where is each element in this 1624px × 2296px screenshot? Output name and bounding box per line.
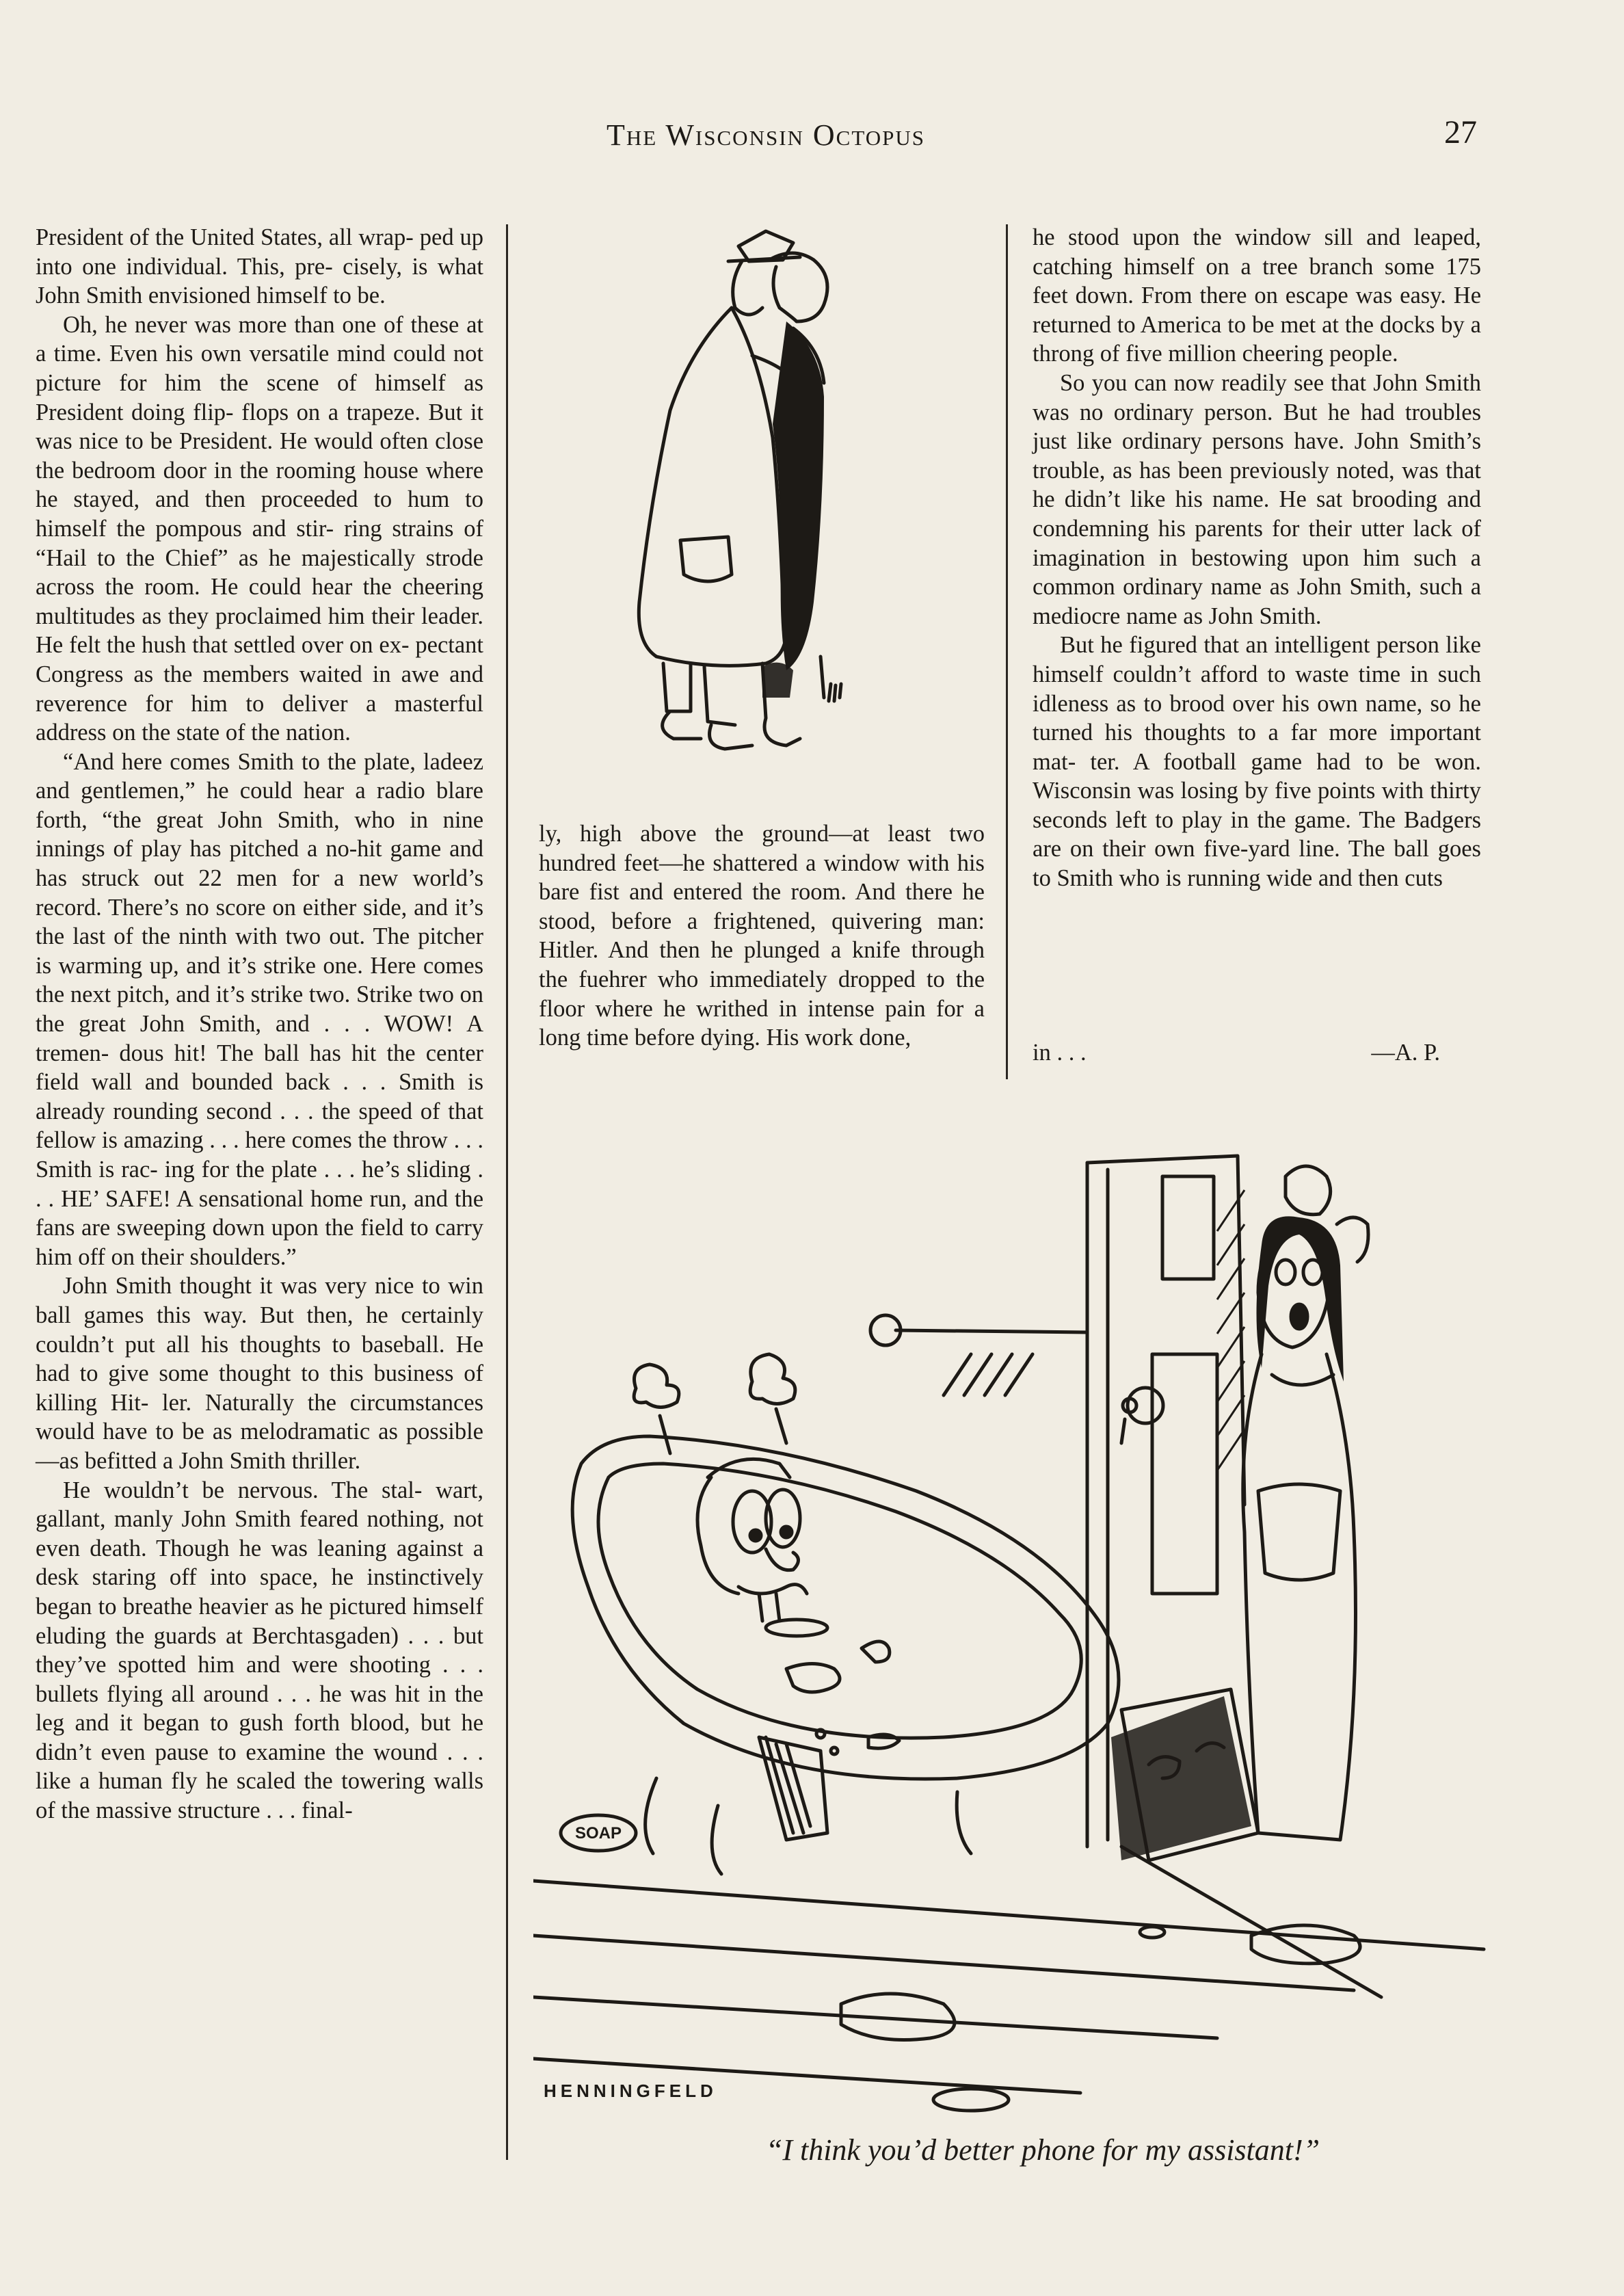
soap-label: SOAP <box>574 1824 622 1843</box>
text-line: who is running wide and then cuts <box>1119 865 1443 892</box>
text-line: pectant Congress as the members waited <box>36 632 484 687</box>
text-line: wart, gallant, manly John Smith feared <box>36 1477 484 1533</box>
text-line: with his bare fist and entered the room. <box>539 849 985 906</box>
text-line: ing for the plate . . . he’s sliding . . . <box>36 1157 484 1212</box>
text-line: Smith was no ordinary person. But he <box>1033 369 1481 425</box>
text-line: pitcher is warming up, and it’s strike <box>36 923 483 979</box>
signoff-text: in . . . <box>1033 1040 1087 1066</box>
running-header-title: The Wisconsin Octopus <box>607 118 925 152</box>
text-line: felt the hush that settled over on ex- <box>69 632 410 659</box>
text-line: waste time in such idleness as to brood <box>1033 661 1481 717</box>
left-column <box>36 223 483 1825</box>
text-line: have. John Smith’s trouble, as has been <box>1033 428 1481 484</box>
paragraph <box>36 223 483 311</box>
paragraph <box>36 1476 483 1825</box>
text-line: nothing, not even death. Though he <box>36 1506 483 1561</box>
paragraph <box>36 311 483 748</box>
text-line: John Smith, and . . . WOW! A tremen- <box>36 1011 484 1066</box>
text-line: speed of that fellow is amazing . . . <box>36 1098 483 1154</box>
text-line: to gush forth blood, but he didn’t even <box>36 1710 484 1765</box>
text-line: where he stayed, and then proceeded to <box>36 457 484 513</box>
text-line: Smith, who in nine innings of play has <box>36 806 484 862</box>
artist-signature: HENNINGFELD <box>544 2081 717 2101</box>
text-line: long time before dying. His work done, <box>539 1025 911 1051</box>
text-line: it’s strike two. Strike two on the great <box>36 981 484 1038</box>
text-line: with thirty seconds left to play in the <box>1033 778 1481 833</box>
text-line: flops on a trapeze. But it was nice to <box>36 399 484 455</box>
paragraph <box>1033 631 1481 893</box>
text-line: John Smith. <box>1208 603 1322 629</box>
text-line: . . . but they’ve spotted him and were <box>36 1622 483 1678</box>
cartoon-caption: “I think you’d better phone for my assistant!” <box>765 2133 1320 2167</box>
text-line: as they proclaimed him their leader. He <box>36 603 483 659</box>
text-line: condemning his parents for their utter <box>1033 515 1405 542</box>
right-column <box>1033 223 1481 893</box>
paragraph <box>1033 369 1481 631</box>
text-line: branch some 175 feet down. From there <box>1033 253 1481 309</box>
text-line: thoughts to a far more important mat- <box>1033 720 1481 775</box>
text-line: throng of five million cheering people. <box>1033 341 1398 367</box>
text-line: He wouldn’t be nervous. The stal- <box>63 1477 423 1503</box>
text-line: ly, high above the ground—at least two <box>539 821 985 847</box>
text-line: America to be met at the docks by a <box>1140 311 1481 338</box>
paragraph <box>1033 223 1481 369</box>
text-line: was leaning against a desk staring off <box>36 1535 484 1591</box>
text-line: the last of the ninth with two out. The <box>36 923 410 950</box>
text-line: Oh, he never was more than one of <box>63 311 403 338</box>
text-line: person like himself couldn’t afford to <box>1033 632 1481 687</box>
text-line: John Smith, such a mediocre name as <box>1033 574 1482 629</box>
text-line: lack of imagination in bestowing upon <box>1033 515 1482 571</box>
text-line: he majestically strode across the room. <box>36 544 483 601</box>
text-line: a radio blare forth, “the great John <box>36 778 483 833</box>
text-line: cisely, is what John Smith envisioned <box>36 253 483 309</box>
text-line: had troubles just like ordinary persons <box>1033 399 1482 455</box>
text-line: where he writhed in intense pain for a <box>595 995 985 1022</box>
text-line: he certainly couldn’t put all his thoughts <box>36 1302 484 1358</box>
text-line: breathe heavier as he pictured himself <box>122 1593 484 1620</box>
text-line: “And here comes Smith to the plate, <box>63 748 416 775</box>
text-line: ped up into one individual. This, pre- <box>36 224 484 280</box>
text-line: He could hear the cheering multitudes <box>36 574 483 629</box>
author-initials: —A. P. <box>1371 1040 1440 1066</box>
text-line: and the fans are sweeping down upon <box>36 1185 484 1241</box>
text-line: field wall and bounded back . . . Smith <box>36 1069 455 1096</box>
text-line: he stood upon the window sill and <box>1033 224 1400 250</box>
text-line: nation. <box>285 720 351 746</box>
text-line: a human fly he scaled the towering <box>79 1768 425 1795</box>
text-line: over his own name, so he turned his <box>1033 690 1481 746</box>
text-line: HE’ SAFE! A sensational home run, <box>61 1185 408 1212</box>
text-line: thought to this business of killing Hit- <box>36 1360 483 1416</box>
text-line: in awe and reverence for him to deliver <box>36 661 483 717</box>
text-line: pause to examine the wound . . . like <box>36 1739 483 1795</box>
text-line: be President. He would often close the <box>36 428 484 484</box>
text-line: a masterful address on the state of the <box>36 690 484 746</box>
text-line: dous hit! The ball has hit the center <box>119 1040 484 1066</box>
text-line: leaped, catching himself on a tree <box>1033 224 1481 280</box>
text-line: shoulders.” <box>189 1243 297 1270</box>
page-number: 27 <box>1444 114 1477 150</box>
text-line: ring strains of “Hail to the Chief” as <box>36 515 484 571</box>
text-line: previously noted, was that he didn’t <box>1033 457 1482 513</box>
text-line: quivering man: Hitler. And then he <box>539 908 985 964</box>
column-rule-left <box>506 224 508 2160</box>
paragraph <box>36 748 483 1272</box>
text-line: is already rounding second . . . the <box>36 1069 483 1124</box>
text-line: Wisconsin was losing by five points <box>1033 778 1376 804</box>
text-line: scene of himself as President doing flip- <box>36 369 483 425</box>
text-line: these at a time. Even his own versatile <box>36 311 483 367</box>
text-line: game. The Badgers are on their own <box>1033 806 1482 862</box>
text-line: who immediately dropped to the floor <box>539 966 985 1022</box>
text-line: shooting . . . bullets flying all around <box>36 1652 484 1707</box>
text-line: the field to carry him off on their <box>36 1215 483 1270</box>
text-line: ter. A football game had to be won. <box>1090 748 1482 775</box>
text-line: here comes the throw . . . Smith is rac- <box>36 1127 483 1183</box>
text-line: mind could not picture for him the <box>36 341 484 396</box>
text-line: to win ball games this way. But then, <box>36 1273 483 1328</box>
text-line: plunged a knife through the fuehrer <box>539 937 985 992</box>
bathtub-cartoon <box>533 1149 1491 2120</box>
paragraph <box>36 1271 483 1475</box>
paragraph <box>539 819 985 1053</box>
text-line: ladeez and gentlemen,” he could hear <box>36 748 484 804</box>
text-line: out 22 men for a new world’s record. <box>36 865 483 921</box>
text-line: So you can now readily see that John <box>1060 369 1418 396</box>
signoff-line <box>1033 1038 1481 1068</box>
embracing-couple-illustration <box>588 219 875 780</box>
text-line: have to be as melodramatic as possible <box>103 1418 483 1445</box>
text-line: . . . he was hit in the leg and it began <box>36 1680 483 1737</box>
text-line: hundred feet—he shattered a window <box>539 849 900 876</box>
text-line: him such a common ordinary name as <box>1033 544 1481 601</box>
column-rule-right <box>1006 224 1008 1079</box>
text-line: walls of the massive structure . . . final- <box>36 1768 483 1824</box>
text-line: eluding the guards at Berchtasgaden) <box>36 1622 399 1649</box>
text-line: pitched a no-hit game and has struck <box>36 836 483 892</box>
text-line: And there he stood, before a frightened, <box>539 879 985 934</box>
text-line: ler. Naturally the circumstances would <box>36 1389 484 1445</box>
text-line: himself to be. <box>256 282 386 309</box>
text-line: hum to himself the pompous and stir- <box>36 486 484 542</box>
text-line: John Smith thought it was very nice <box>63 1273 414 1299</box>
text-line: five-yard line. The ball goes to Smith <box>1033 836 1481 892</box>
text-line: on escape was easy. He returned to <box>1033 282 1482 338</box>
text-line: —as befitted a John Smith thriller. <box>36 1447 361 1474</box>
text-line: President of the United States, all wrap- <box>36 224 414 250</box>
text-line: There’s no score on either side, and it’s <box>107 894 483 921</box>
text-line: bedroom door in the rooming house <box>72 457 418 484</box>
text-line: like his name. He sat brooding and <box>1130 486 1481 513</box>
text-line: into space, he instinctively began to <box>36 1564 483 1620</box>
text-line: to baseball. He had to give some <box>36 1331 484 1387</box>
text-line: But he figured that an intelligent <box>1060 632 1370 659</box>
middle-column <box>539 819 985 1053</box>
text-line: one. Here comes the next pitch, and <box>36 952 484 1008</box>
